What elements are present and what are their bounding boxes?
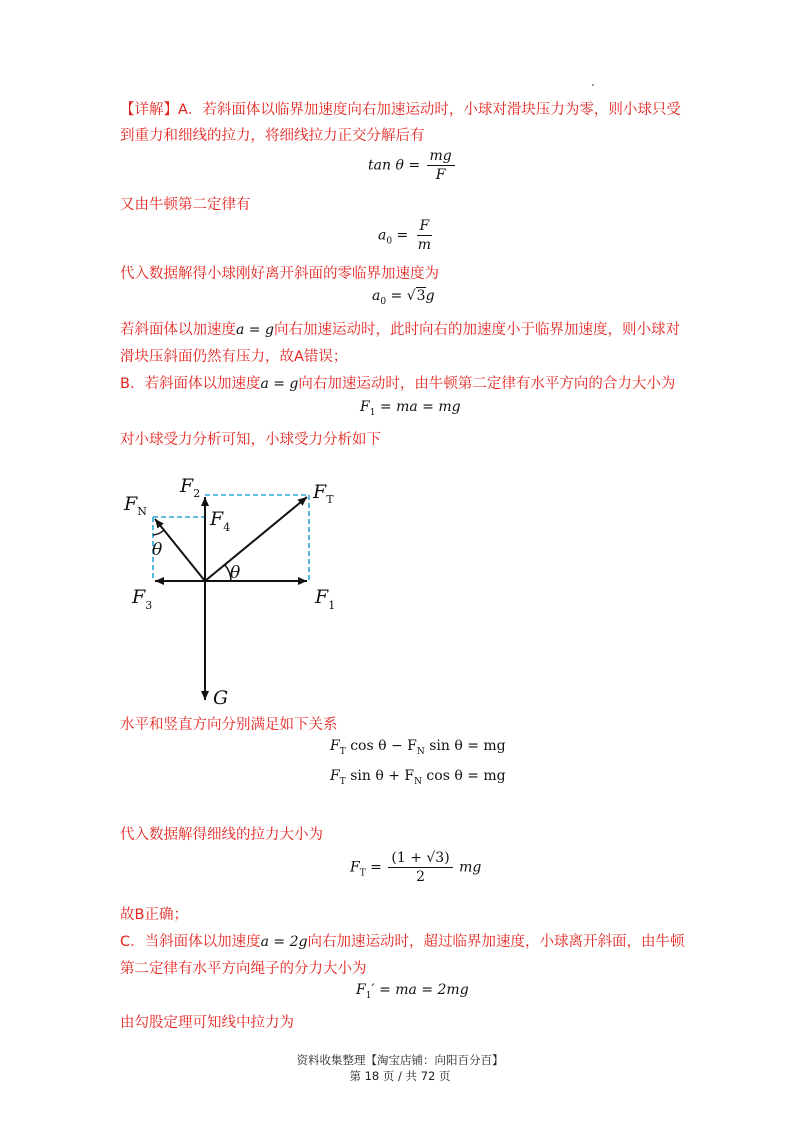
label-g: G (213, 687, 229, 709)
text-line: 由勾股定理可知线中拉力为 (120, 1015, 294, 1031)
equation-tan: tan θ = $\frac{mg}{F}$ (368, 148, 457, 183)
footer-source: 资料收集整理【淘宝店铺：向阳百分百】 (296, 1053, 504, 1067)
footer-page-number: 第 18 页 / 共 72 页 (349, 1069, 451, 1083)
text-line: B．若斜面体以加速度a = g向右加速运动时，由牛顿第二定律有水平方向的合力大小为 (120, 376, 676, 392)
angle-arc-theta-left (153, 530, 164, 535)
text-line: C．当斜面体以加速度a = 2g向右加速运动时，超过临界加速度，小球离开斜面，由牛顿 (120, 934, 685, 950)
text-line: 第二定律有水平方向绳子的分力大小为 (120, 961, 367, 977)
speck (592, 84, 594, 86)
text-line: 代入数据解得细线的拉力大小为 (120, 827, 323, 843)
label-theta-left: θ (152, 540, 163, 560)
label-f1: $F_1$ (315, 586, 336, 612)
equation-a0-value: $a_0 = √3g$ (372, 288, 435, 307)
equation-a0: $a_0$ = $\frac{F}{m}$ (378, 218, 432, 253)
force-diagram (110, 470, 360, 710)
fn-arrow (155, 519, 205, 581)
label-f3: $F_3$ (132, 586, 153, 612)
label-theta-right: θ (230, 563, 241, 583)
text-line: 对小球受力分析可知，小球受力分析如下 (120, 432, 381, 448)
text-line: 若斜面体以加速度a = g向右加速运动时，此时向右的加速度小于临界加速度，则小球对 (120, 322, 680, 338)
equation-horizontal: $F_T$ $\cos \theta - F_N$ sin θ = mg (330, 738, 506, 757)
label-fn: $F_N$ (124, 493, 147, 518)
equation-ft: $F_T$ = $\frac{(1 + √3)}{2}$ mg (350, 850, 482, 885)
label-f4: $F_4$ (210, 508, 231, 534)
equation-f1-prime: $F_1'$ = ma = 2mg (356, 982, 469, 1001)
text-line: 代入数据解得小球刚好离开斜面的零临界加速度为 (120, 266, 439, 282)
text-line: 滑块压斜面仍然有压力，故A错误； (120, 349, 348, 365)
label-f2: $F_2$ (180, 475, 201, 500)
text-line: 水平和竖直方向分别满足如下关系 (120, 717, 338, 733)
equation-vertical: $F_T$ $\sin \theta + F_N$ cos θ = mg (330, 768, 506, 787)
equation-f1: $F_1$ = ma = mg (360, 399, 461, 418)
text-line: 到重力和细线的拉力，将细线拉力正交分解后有 (120, 128, 425, 144)
label-ft: $F_T$ (313, 481, 334, 506)
text-line: 故B正确； (120, 907, 188, 923)
text-line: 又由牛顿第二定律有 (120, 197, 251, 213)
text-line: 【详解】A．若斜面体以临界加速度向右加速运动时，小球对滑块压力为零，则小球只受 (120, 102, 681, 118)
